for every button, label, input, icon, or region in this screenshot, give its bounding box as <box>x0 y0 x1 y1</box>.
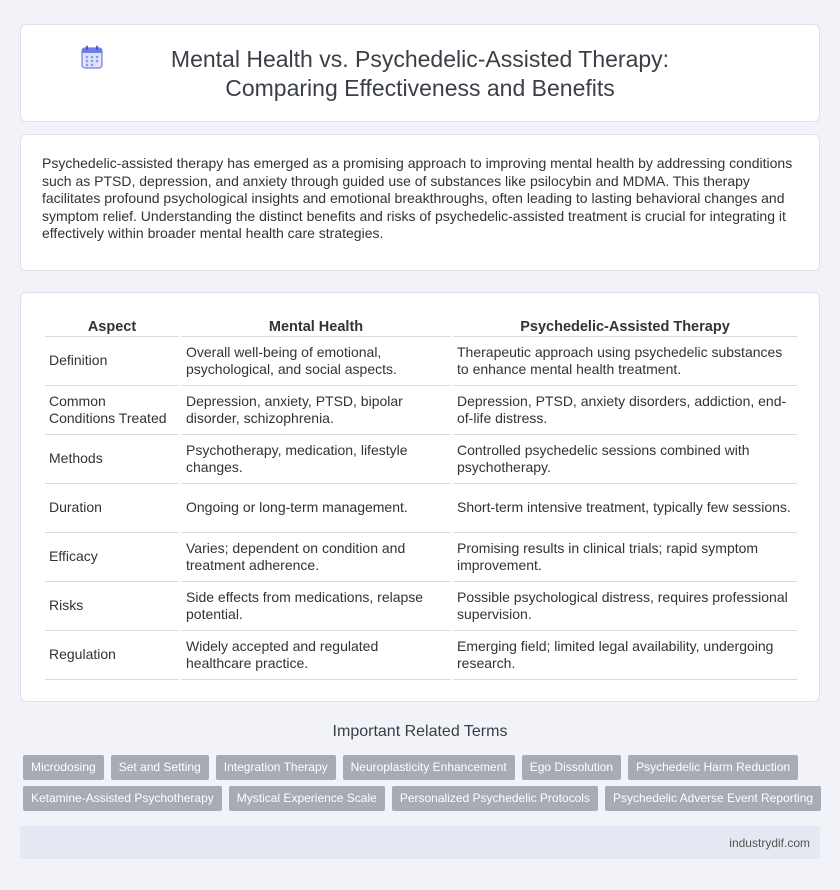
tag-microdosing[interactable]: Microdosing <box>23 755 104 780</box>
row-mental-health: Overall well-being of emotional, psychological, and social aspects. <box>182 337 450 386</box>
header-aspect: Aspect <box>45 315 179 337</box>
intro-paragraph: Psychedelic-assisted therapy has emerged as a promising approach to improving mental health by addressing conditions such as PTSD, depression, and anxiety through guided use of substances like psilocybin and MDMA. This therapy facilitates profound psychological insights and emotional breakthroughs, often leading to lasting behavioral changes and symptom relief. Understanding the distinct benefits and risks of psychedelic-assisted treatment is crucial for integrating it effectively within broader mental health care strategies. <box>42 155 793 241</box>
row-psychedelic: Therapeutic approach using psychedelic substances to enhance mental health treatment. <box>453 337 797 386</box>
table-row <box>45 484 797 533</box>
row-psychedelic: Depression, PTSD, anxiety disorders, addiction, end-of-life distress. <box>453 386 797 435</box>
tag-mystical-experience-scale[interactable]: Mystical Experience Scale <box>229 786 385 811</box>
row-mental-health: Depression, anxiety, PTSD, bipolar disorder, schizophrenia. <box>182 386 450 435</box>
table-row <box>45 631 797 680</box>
header-psychedelic-therapy: Psychedelic-Assisted Therapy <box>453 315 797 337</box>
footer <box>20 826 820 859</box>
row-aspect: Regulation <box>45 631 179 680</box>
row-aspect: Duration <box>45 484 179 533</box>
row-mental-health: Varies; dependent on condition and treatment adherence. <box>182 533 450 582</box>
table-row <box>45 386 797 435</box>
tag-personalized-psychedelic-protocols[interactable]: Personalized Psychedelic Protocols <box>392 786 598 811</box>
table-row <box>45 337 797 386</box>
table-row <box>45 533 797 582</box>
row-aspect: Definition <box>45 337 179 386</box>
table-row <box>45 582 797 631</box>
comparison-table-card <box>20 292 820 702</box>
row-mental-health: Side effects from medications, relapse potential. <box>182 582 450 631</box>
comparison-table <box>42 315 800 680</box>
row-mental-health: Widely accepted and regulated healthcare practice. <box>182 631 450 680</box>
related-terms-tags <box>23 755 823 817</box>
row-aspect: Methods <box>45 435 179 484</box>
table-row <box>45 435 797 484</box>
tag-psychedelic-harm-reduction[interactable]: Psychedelic Harm Reduction <box>628 755 798 780</box>
header-mental-health: Mental Health <box>182 315 450 337</box>
page-title: Mental Health vs. Psychedelic-Assisted Therapy: Comparing Effectiveness and Benefits <box>170 46 670 101</box>
tag-set-and-setting[interactable]: Set and Setting <box>111 755 209 780</box>
related-terms-title: Important Related Terms <box>332 723 508 740</box>
row-mental-health: Psychotherapy, medication, lifestyle changes. <box>182 435 450 484</box>
tag-ego-dissolution[interactable]: Ego Dissolution <box>522 755 621 780</box>
tag-row <box>23 755 823 780</box>
row-psychedelic: Possible psychological distress, requires professional supervision. <box>453 582 797 631</box>
row-mental-health: Ongoing or long-term management. <box>182 484 450 533</box>
row-psychedelic: Emerging field; limited legal availability, undergoing research. <box>453 631 797 680</box>
tag-ketamine-assisted-psychotherapy[interactable]: Ketamine-Assisted Psychotherapy <box>23 786 222 811</box>
header-card <box>20 24 820 122</box>
intro-card <box>20 134 820 271</box>
table-header-row <box>45 315 797 337</box>
tag-neuroplasticity-enhancement[interactable]: Neuroplasticity Enhancement <box>343 755 515 780</box>
tag-integration-therapy[interactable]: Integration Therapy <box>216 755 336 780</box>
row-psychedelic: Controlled psychedelic sessions combined with psychotherapy. <box>453 435 797 484</box>
tag-row <box>23 786 823 811</box>
row-aspect: Efficacy <box>45 533 179 582</box>
tag-psychedelic-adverse-event-reporting[interactable]: Psychedelic Adverse Event Reporting <box>605 786 821 811</box>
row-psychedelic: Short-term intensive treatment, typically few sessions. <box>453 484 797 533</box>
footer-site[interactable]: industrydif.com <box>729 836 810 850</box>
row-aspect: Risks <box>45 582 179 631</box>
row-psychedelic: Promising results in clinical trials; rapid symptom improvement. <box>453 533 797 582</box>
row-aspect: Common Conditions Treated <box>45 386 179 435</box>
